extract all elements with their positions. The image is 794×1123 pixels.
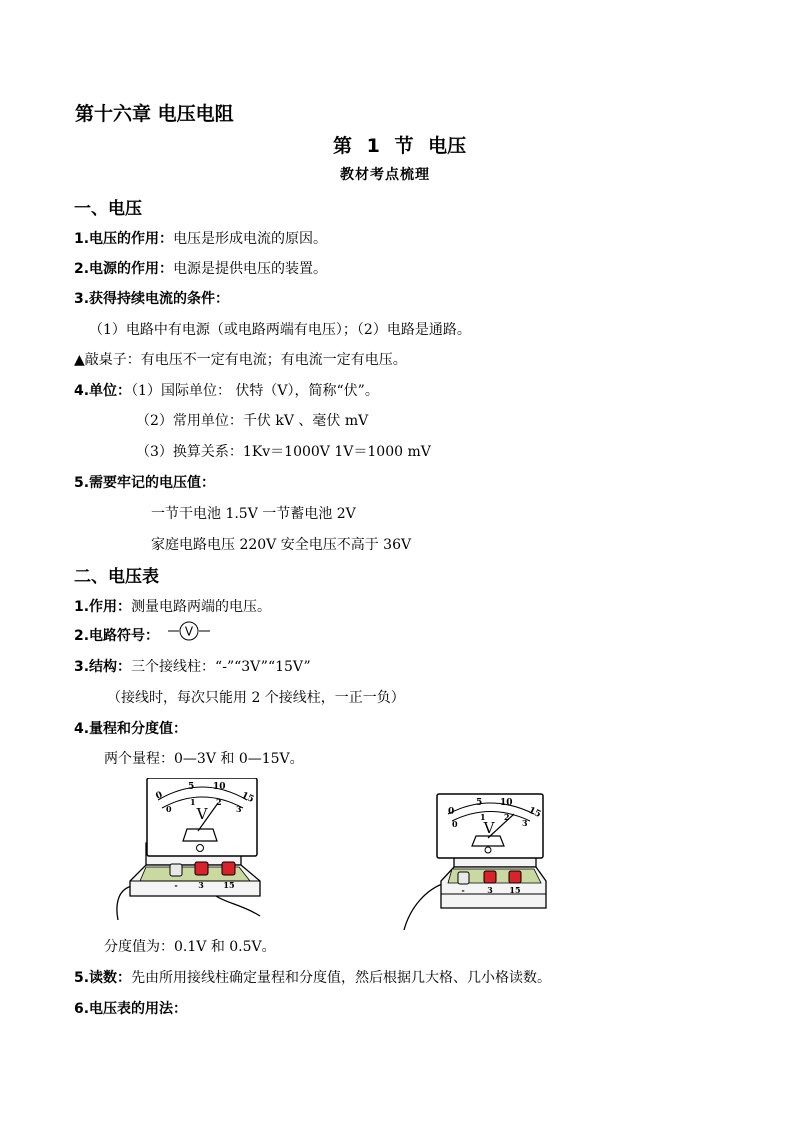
terminal-label-negative: - bbox=[174, 880, 178, 890]
part1-heading: 一、电压 bbox=[74, 199, 142, 219]
p2-item4 bbox=[74, 718, 187, 738]
meter-upper-scale-5: 5 bbox=[188, 782, 195, 792]
p2-item1-text: 测量电路两端的电压。 bbox=[131, 599, 272, 615]
terminal2-label-3: 3 bbox=[487, 885, 493, 895]
part2-heading: 二、电压表 bbox=[74, 567, 159, 587]
p1-item3-text: （1）电路中有电源（或电路两端有电压）；（2）电路是通路。 bbox=[89, 322, 471, 338]
terminal-label-3: 3 bbox=[198, 880, 204, 890]
p2-item2 bbox=[74, 625, 159, 645]
terminal2-label-negative: - bbox=[461, 885, 465, 895]
p2-item1 bbox=[74, 596, 271, 616]
meter2-lower-scale-0: 0 bbox=[452, 819, 458, 829]
p2-item1-label: 1.作用： bbox=[74, 599, 132, 615]
meter2-upper-scale-0: 0 bbox=[448, 807, 455, 817]
terminal-3v-icon bbox=[484, 871, 496, 883]
p1-item4-label: 4.单位： bbox=[74, 383, 132, 399]
terminal-negative-icon bbox=[170, 864, 182, 876]
meter2-upper-scale-10: 10 bbox=[500, 798, 513, 808]
terminal-negative-icon bbox=[458, 872, 469, 884]
p1-item3 bbox=[74, 288, 229, 308]
meter2-unit: V bbox=[483, 819, 495, 837]
p2-item3-label: 3.结构： bbox=[74, 659, 132, 675]
p1-item4-line2: （2）常用单位：千伏 kV 、毫伏 mV bbox=[136, 413, 369, 429]
meter-upper-scale-15: 15 bbox=[239, 790, 256, 806]
p1-item4-line1: （1）国际单位： 伏特（V），简称“伏”。 bbox=[131, 383, 379, 399]
p2-item4-text: 两个量程：0—3V 和 0—15V。 bbox=[104, 751, 304, 767]
meter2-upper-scale-15: 15 bbox=[526, 805, 543, 821]
p2-item2-label: 2.电路符号： bbox=[74, 628, 160, 644]
terminal-15v-icon bbox=[509, 871, 521, 883]
meter-upper-scale-0: 0 bbox=[154, 790, 164, 802]
meter-upper-scale-10: 10 bbox=[213, 782, 226, 792]
p1-item3-label: 3.获得持续电流的条件： bbox=[74, 291, 230, 307]
p2-item5-text: 先由所用接线柱确定量程和分度值，然后根据几大格、几小格读数。 bbox=[131, 970, 552, 986]
p2-item6 bbox=[74, 998, 187, 1018]
section-title: 第 1 节 电压 bbox=[333, 135, 467, 157]
p2-item3-note: （接线时，每次只能用 2 个接线柱，一正一负） bbox=[107, 690, 405, 706]
meter-lower-scale-0: 0 bbox=[166, 804, 172, 814]
p2-item6-label: 6.电压表的用法： bbox=[74, 1001, 188, 1017]
p1-item2 bbox=[74, 258, 327, 278]
p1-item4 bbox=[74, 380, 379, 400]
meter2-lower-scale-3: 3 bbox=[522, 818, 528, 828]
p1-note: ▲敲桌子：有电压不一定有电流；有电流一定有电压。 bbox=[74, 352, 407, 368]
p2-division-text: 分度值为：0.1V 和 0.5V。 bbox=[104, 939, 276, 955]
meter-unit: V bbox=[196, 805, 208, 823]
p1-item2-text: 电源是提供电压的装置。 bbox=[173, 261, 328, 277]
p1-item2-label: 2.电源的作用： bbox=[74, 261, 174, 277]
meter-lower-scale-3: 3 bbox=[236, 804, 242, 814]
chapter-title: 第十六章 电压电阻 bbox=[75, 103, 234, 125]
p1-item5-line2: 家庭电路电压 220V 安全电压不高于 36V bbox=[151, 537, 412, 553]
meter2-lower-scale-1: 1 bbox=[480, 812, 486, 822]
terminal2-label-15: 15 bbox=[509, 885, 521, 895]
p2-item4-label: 4.量程和分度值： bbox=[74, 721, 188, 737]
voltmeter-symbol-letter: V bbox=[184, 624, 194, 639]
p2-item5-label: 5.读数： bbox=[74, 970, 132, 986]
p2-item5 bbox=[74, 967, 551, 987]
terminal-3v-icon bbox=[195, 862, 208, 875]
voltmeter-illustration-right bbox=[396, 790, 556, 935]
meter-lower-scale-1: 1 bbox=[190, 797, 196, 807]
p1-item5-line1: 一节干电池 1.5V 一节蓄电池 2V bbox=[151, 506, 356, 522]
meter-lower-scale-2: 2 bbox=[216, 797, 222, 807]
p1-item5 bbox=[74, 472, 215, 492]
p2-item3 bbox=[74, 656, 311, 676]
terminal-label-15: 15 bbox=[223, 880, 235, 890]
meter2-lower-scale-2: 2 bbox=[504, 812, 510, 822]
p2-item3-text: 三个接线柱：“-”“3V”“15V” bbox=[131, 659, 311, 675]
voltmeter-symbol-icon bbox=[168, 621, 210, 641]
p1-item1-label: 1.电压的作用： bbox=[74, 231, 174, 247]
subtitle: 教材考点梳理 bbox=[340, 167, 430, 183]
p1-item5-label: 5.需要牢记的电压值： bbox=[74, 475, 216, 491]
voltmeter-illustration-left bbox=[110, 778, 270, 928]
p1-item1-text: 电压是形成电流的原因。 bbox=[173, 231, 328, 247]
p1-item1 bbox=[74, 228, 327, 248]
p1-item4-line3: （3）换算关系：1Kv＝1000V 1V＝1000 mV bbox=[136, 444, 431, 460]
terminal-15v-icon bbox=[222, 862, 235, 875]
meter2-upper-scale-5: 5 bbox=[476, 798, 483, 808]
